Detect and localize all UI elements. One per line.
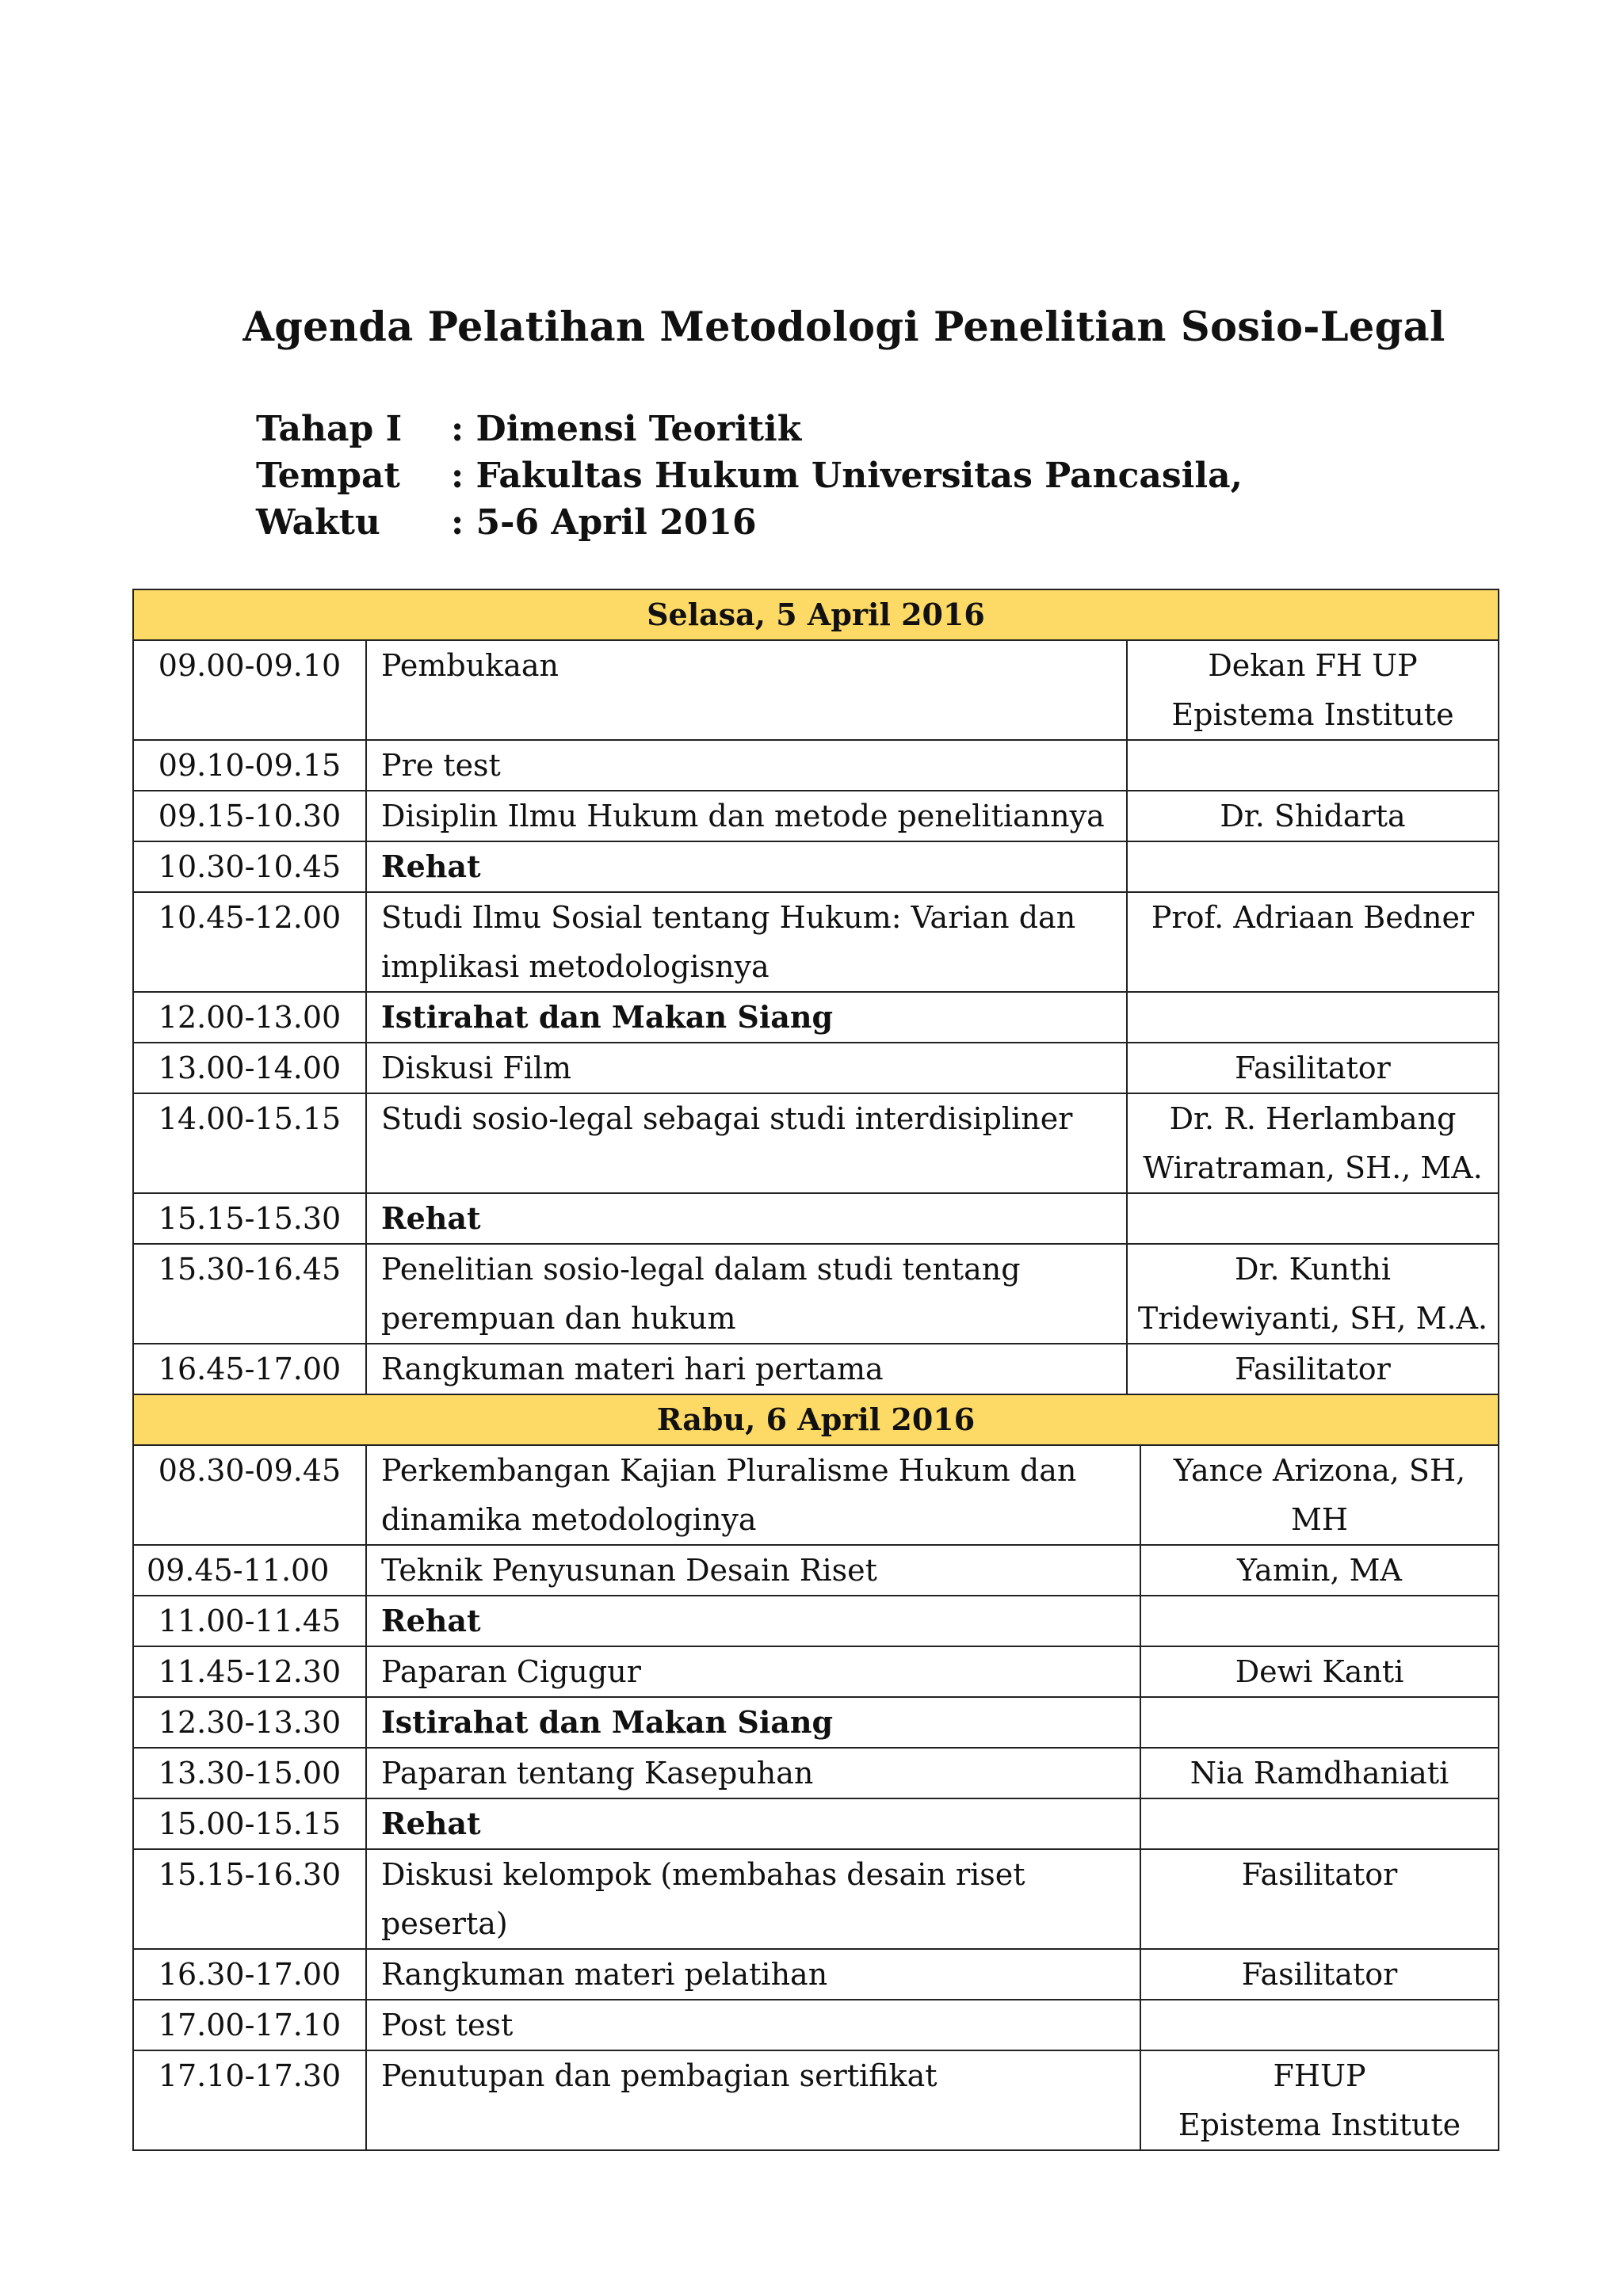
speaker-line: FHUP <box>1273 2058 1366 2093</box>
speaker-cell <box>1140 1949 1499 2000</box>
table-row <box>133 1093 1499 1193</box>
activity-cell <box>366 1697 1140 1748</box>
time-cell: 12.00-13.00 <box>133 992 366 1043</box>
table-row <box>133 841 1499 892</box>
speaker-line: Epistema Institute <box>1171 697 1454 732</box>
activity-cell <box>366 1596 1140 1646</box>
day-header-row <box>133 589 1499 640</box>
activity-line: Teknik Penyusunan Desain Riset <box>381 1553 877 1588</box>
speaker-cell <box>1140 1748 1499 1798</box>
table-row <box>133 892 1499 992</box>
table-row <box>133 1949 1499 2000</box>
activity-cell <box>366 1244 1127 1344</box>
table-row <box>133 2000 1499 2050</box>
table-row <box>133 1043 1499 1093</box>
time-cell: 15.00-15.15 <box>133 1798 366 1849</box>
time-cell: 10.45-12.00 <box>133 892 366 992</box>
speaker-cell <box>1140 1697 1499 1748</box>
activity-line: Pre test <box>381 748 501 783</box>
activity-cell <box>366 791 1127 841</box>
speaker-line: Fasilitator <box>1241 1857 1398 1892</box>
speaker-line: Fasilitator <box>1235 1051 1391 1085</box>
time-cell: 09.10-09.15 <box>133 740 366 791</box>
activity-cell <box>366 1344 1127 1394</box>
activity-line: Diskusi Film <box>381 1051 572 1085</box>
speaker-cell <box>1127 1193 1499 1244</box>
activity-cell <box>366 992 1127 1043</box>
speaker-cell <box>1127 1093 1499 1193</box>
activity-line: Penelitian sosio-legal dalam studi tentang <box>381 1252 1021 1287</box>
speaker-cell <box>1127 841 1499 892</box>
table-row <box>133 1697 1499 1748</box>
document-title: Agenda Pelatihan Metodologi Penelitian Sosio-Legal <box>242 303 1445 351</box>
speaker-line: Yance Arizona, SH, <box>1173 1453 1466 1488</box>
speaker-cell <box>1127 640 1499 740</box>
activity-line: Rehat <box>381 849 481 884</box>
table-row <box>133 1344 1499 1394</box>
speaker-line: Epistema Institute <box>1178 2107 1461 2142</box>
speaker-line: Dekan FH UP <box>1208 648 1418 683</box>
time-cell: 09.45-11.00 <box>133 1545 366 1596</box>
table-row <box>133 1445 1499 1545</box>
activity-line: Perkembangan Kajian Pluralisme Hukum dan <box>381 1453 1077 1488</box>
activity-line: Rangkuman materi pelatihan <box>381 1957 828 1992</box>
time-cell: 15.30-16.45 <box>133 1244 366 1344</box>
table-row <box>133 2050 1499 2150</box>
activity-line: Istirahat dan Makan Siang <box>381 1704 834 1740</box>
activity-cell <box>366 1545 1140 1596</box>
speaker-cell <box>1127 1244 1499 1344</box>
time-cell: 14.00-15.15 <box>133 1093 366 1193</box>
time-cell: 10.30-10.45 <box>133 841 366 892</box>
time-cell: 08.30-09.45 <box>133 1445 366 1545</box>
speaker-line: Dr. Kunthi <box>1234 1252 1391 1287</box>
place-value: : Fakultas Hukum Universitas Pancasila, <box>451 456 1243 496</box>
activity-line: Post test <box>381 2008 514 2042</box>
time-cell: 11.45-12.30 <box>133 1646 366 1697</box>
speaker-cell <box>1140 1445 1499 1545</box>
time-cell: 09.15-10.30 <box>133 791 366 841</box>
event-info <box>256 406 1243 546</box>
place-label: Tempat <box>256 456 400 496</box>
place-row <box>256 452 1243 499</box>
activity-line: Diskusi kelompok (membahas desain riset peserta) <box>381 1857 1025 1941</box>
speaker-cell <box>1127 892 1499 992</box>
activity-line: Studi sosio-legal sebagai studi interdisipliner <box>381 1101 1073 1136</box>
activity-cell <box>366 2000 1140 2050</box>
time-row <box>256 499 1243 546</box>
activity-cell <box>366 1445 1140 1545</box>
time-cell: 09.00-09.10 <box>133 640 366 740</box>
time-cell: 11.00-11.45 <box>133 1596 366 1646</box>
speaker-cell <box>1140 1798 1499 1849</box>
stage-label: Tahap I <box>256 409 403 449</box>
activity-cell <box>366 1093 1127 1193</box>
time-cell: 17.10-17.30 <box>133 2050 366 2150</box>
speaker-line: Dr. Shidarta <box>1220 799 1406 833</box>
activity-cell <box>366 892 1127 992</box>
table-row <box>133 1244 1499 1344</box>
table-row <box>133 992 1499 1043</box>
table-row <box>133 740 1499 791</box>
activity-cell <box>366 841 1127 892</box>
speaker-line: MH <box>1290 1502 1349 1537</box>
activity-cell <box>366 2050 1140 2150</box>
speaker-cell <box>1127 791 1499 841</box>
activity-cell <box>366 1798 1140 1849</box>
activity-line: Istirahat dan Makan Siang <box>381 999 834 1035</box>
time-cell: 16.45-17.00 <box>133 1344 366 1394</box>
activity-line: dinamika metodologinya <box>381 1502 757 1537</box>
activity-line: implikasi metodologisnya <box>381 949 769 984</box>
speaker-line: Tridewiyanti, SH, M.A. <box>1137 1301 1488 1336</box>
speaker-line: Dewi Kanti <box>1235 1654 1404 1689</box>
activity-cell <box>366 640 1127 740</box>
time-cell: 15.15-15.30 <box>133 1193 366 1244</box>
speaker-cell <box>1127 992 1499 1043</box>
stage-row <box>256 406 1243 452</box>
activity-line: Rehat <box>381 1603 481 1638</box>
day-header: Rabu, 6 April 2016 <box>133 1394 1499 1445</box>
table-row <box>133 1748 1499 1798</box>
table-row <box>133 1545 1499 1596</box>
activity-line: Paparan tentang Kasepuhan <box>381 1756 814 1791</box>
table-row <box>133 640 1499 740</box>
speaker-line: Fasilitator <box>1241 1957 1398 1992</box>
activity-line: Pembukaan <box>381 648 559 683</box>
table-row <box>133 1849 1499 1949</box>
day-header: Selasa, 5 April 2016 <box>133 589 1499 640</box>
activity-line: Rangkuman materi hari pertama <box>381 1352 884 1386</box>
speaker-line: Yamin, MA <box>1237 1553 1402 1588</box>
time-label: Waktu <box>256 502 380 543</box>
activity-line: Penutupan dan pembagian sertifikat <box>381 2058 938 2093</box>
day-header-row <box>133 1394 1499 1445</box>
activity-line: perempuan dan hukum <box>381 1301 736 1336</box>
time-value: : 5-6 April 2016 <box>451 502 757 543</box>
time-cell: 17.00-17.10 <box>133 2000 366 2050</box>
activity-line: Rehat <box>381 1200 481 1236</box>
activity-cell <box>366 1043 1127 1093</box>
time-cell: 15.15-16.30 <box>133 1849 366 1949</box>
activity-cell <box>366 1193 1127 1244</box>
speaker-cell <box>1140 1849 1499 1949</box>
time-cell: 13.30-15.00 <box>133 1748 366 1798</box>
speaker-line: Fasilitator <box>1235 1352 1391 1386</box>
time-cell: 12.30-13.30 <box>133 1697 366 1748</box>
time-cell: 13.00-14.00 <box>133 1043 366 1093</box>
speaker-cell <box>1127 1344 1499 1394</box>
speaker-line: Dr. R. Herlambang <box>1169 1101 1457 1136</box>
activity-line: Paparan Cigugur <box>381 1654 641 1689</box>
table-row <box>133 1193 1499 1244</box>
activity-cell <box>366 1748 1140 1798</box>
speaker-line: Wiratraman, SH., MA. <box>1143 1150 1483 1185</box>
time-cell: 16.30-17.00 <box>133 1949 366 2000</box>
activity-line: Disiplin Ilmu Hukum dan metode penelitiannya <box>381 799 1105 833</box>
schedule-table-day-2 <box>132 1394 1499 2151</box>
speaker-cell <box>1140 1596 1499 1646</box>
table-row <box>133 1646 1499 1697</box>
speaker-cell <box>1140 1646 1499 1697</box>
activity-cell <box>366 1646 1140 1697</box>
speaker-line: Prof. Adriaan Bedner <box>1151 900 1475 935</box>
schedule-table-day-1 <box>132 589 1499 1395</box>
speaker-cell <box>1140 2000 1499 2050</box>
table-row <box>133 1798 1499 1849</box>
speaker-cell <box>1127 1043 1499 1093</box>
speaker-cell <box>1140 1545 1499 1596</box>
table-row <box>133 791 1499 841</box>
stage-value: : Dimensi Teoritik <box>451 409 802 449</box>
speaker-line: Nia Ramdhaniati <box>1190 1756 1449 1791</box>
activity-cell <box>366 1949 1140 2000</box>
table-row <box>133 1596 1499 1646</box>
speaker-cell <box>1127 740 1499 791</box>
activity-cell <box>366 1849 1140 1949</box>
activity-cell <box>366 740 1127 791</box>
speaker-cell <box>1140 2050 1499 2150</box>
activity-line: Rehat <box>381 1806 481 1841</box>
activity-line: Studi Ilmu Sosial tentang Hukum: Varian dan <box>381 900 1076 935</box>
